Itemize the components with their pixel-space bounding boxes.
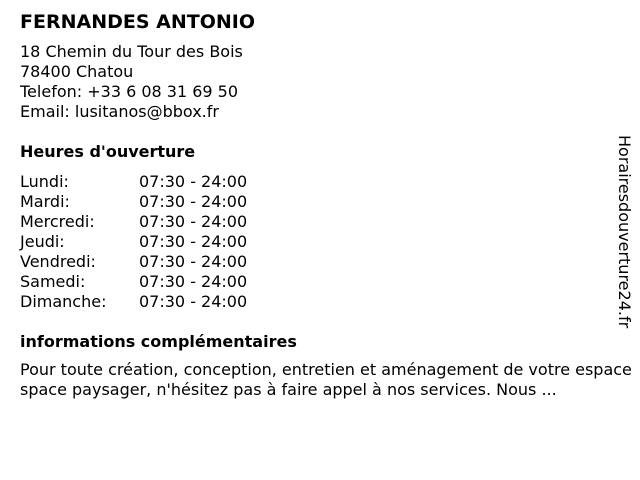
hours-day: Mercredi: [20, 212, 95, 231]
hours-day: Lundi: [20, 172, 69, 191]
additional-info-line: Pour toute création, conception, entretien et aménagement de votre espace [20, 360, 632, 379]
hours-time: 07:30 - 24:00 [139, 212, 248, 231]
hours-row-saturday [20, 272, 625, 292]
hours-time: 07:30 - 24:00 [139, 232, 248, 251]
hours-row-monday [20, 172, 625, 192]
site-watermark: Horairesdouverture24.fr [615, 135, 634, 329]
phone-number: Telefon: +33 6 08 31 69 50 [20, 82, 239, 101]
hours-row-wednesday [20, 212, 625, 232]
additional-info-line: space paysager, n'hésitez pas à faire appel à nos services. Nous ... [20, 380, 557, 399]
opening-hours-title: Heures d'ouverture [20, 142, 196, 161]
hours-day: Vendredi: [20, 252, 96, 271]
hours-row-thursday [20, 232, 625, 252]
business-details [20, 10, 632, 400]
hours-row-tuesday [20, 192, 625, 212]
opening-hours-list [20, 172, 625, 312]
hours-time: 07:30 - 24:00 [139, 272, 248, 291]
address-city: 78400 Chatou [20, 62, 134, 81]
additional-info-text [20, 360, 635, 400]
hours-day: Jeudi: [20, 232, 65, 251]
hours-day: Dimanche: [20, 292, 107, 311]
hours-day: Mardi: [20, 192, 70, 211]
hours-day: Samedi: [20, 272, 86, 291]
hours-row-friday [20, 252, 625, 272]
contact-block [20, 42, 625, 122]
business-name: FERNANDES ANTONIO [20, 11, 255, 33]
hours-row-sunday [20, 292, 625, 312]
hours-time: 07:30 - 24:00 [139, 192, 248, 211]
hours-time: 07:30 - 24:00 [139, 292, 248, 311]
hours-time: 07:30 - 24:00 [139, 252, 248, 271]
email-address: Email: lusitanos@bbox.fr [20, 102, 219, 121]
address-street: 18 Chemin du Tour des Bois [20, 42, 243, 61]
hours-time: 07:30 - 24:00 [139, 172, 248, 191]
additional-info-title: informations complémentaires [20, 332, 297, 351]
